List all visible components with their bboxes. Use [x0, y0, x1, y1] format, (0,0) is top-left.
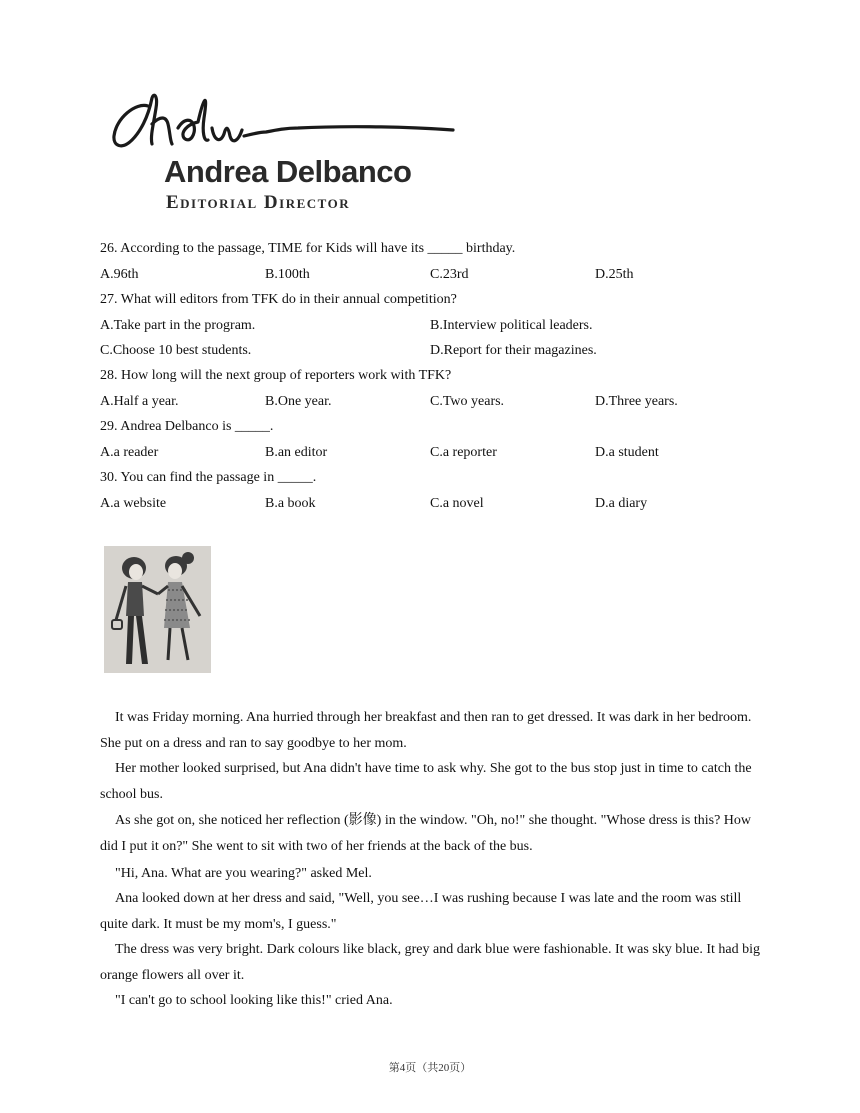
- answer-option: D.a student: [595, 445, 659, 460]
- answer-option: B.an editor: [265, 445, 328, 460]
- answer-option: D.25th: [595, 267, 634, 282]
- answer-option: B.Interview political leaders.: [430, 318, 593, 333]
- answer-option: A.Take part in the program.: [100, 318, 256, 333]
- story-paragraph: The dress was very bright. Dark colours like black, grey and dark blue were fashionable. It was sky blue. It had big orange flowers all over it.: [100, 942, 760, 983]
- answer-option: D.a diary: [595, 496, 648, 511]
- answer-option: C.Choose 10 best students.: [100, 343, 252, 358]
- answer-option: C.Two years.: [430, 394, 505, 409]
- question-stem: 27. What will editors from TFK do in their annual competition?: [100, 292, 457, 307]
- answer-option: D.Report for their magazines.: [430, 343, 597, 358]
- signature-block: [108, 88, 458, 218]
- answer-option: B.One year.: [265, 394, 332, 409]
- page-footer: 第4页（共20页）: [388, 1062, 472, 1074]
- answer-option: A.Half a year.: [100, 394, 179, 409]
- answer-option: A.96th: [100, 267, 139, 282]
- signature-title: Editorial Director: [166, 192, 351, 213]
- question-stem: 29. Andrea Delbanco is _____.: [100, 419, 274, 434]
- answer-option: B.100th: [265, 267, 310, 282]
- question-stem: 26. According to the passage, TIME for Kids will have its _____ birthday.: [100, 241, 516, 256]
- answer-option: A.a website: [100, 496, 167, 511]
- answer-option: C.a reporter: [430, 445, 497, 460]
- story-paragraph: Her mother looked surprised, but Ana didn't have time to ask why. She got to the bus stop just in time to catch the school bus.: [100, 761, 752, 802]
- question-stem: 30. You can find the passage in _____.: [100, 470, 317, 485]
- answer-option: C.a novel: [430, 496, 484, 511]
- answer-option: A.a reader: [100, 445, 159, 460]
- story-paragraph: "I can't go to school looking like this!" cried Ana.: [115, 993, 393, 1008]
- handwritten-signature: [108, 88, 458, 158]
- story-paragraph: "Hi, Ana. What are you wearing?" asked Mel.: [115, 866, 372, 881]
- two-girls-illustration: [104, 546, 211, 673]
- answer-option: B.a book: [265, 496, 316, 511]
- question-stem: 28. How long will the next group of reporters work with TFK?: [100, 368, 452, 383]
- answer-option: C.23rd: [430, 267, 469, 282]
- story-paragraph: Ana looked down at her dress and said, "Well, you see…I was rushing because I was late and the room was still quite dark. It must be my mom's, I guess.": [100, 891, 742, 932]
- signature-name: Andrea Delbanco: [164, 154, 412, 189]
- story-paragraph: As she got on, she noticed her reflection (影像) in the window. "Oh, no!" she thought. "Whose dress is this? How did I put it on?" She went to sit with two of her friends at the back of the bus.: [100, 813, 752, 854]
- answer-option: D.Three years.: [595, 394, 678, 409]
- story-paragraph: It was Friday morning. Ana hurried through her breakfast and then ran to get dressed. It was dark in her bedroom. She put on a dress and ran to say goodbye to her mom.: [100, 710, 752, 751]
